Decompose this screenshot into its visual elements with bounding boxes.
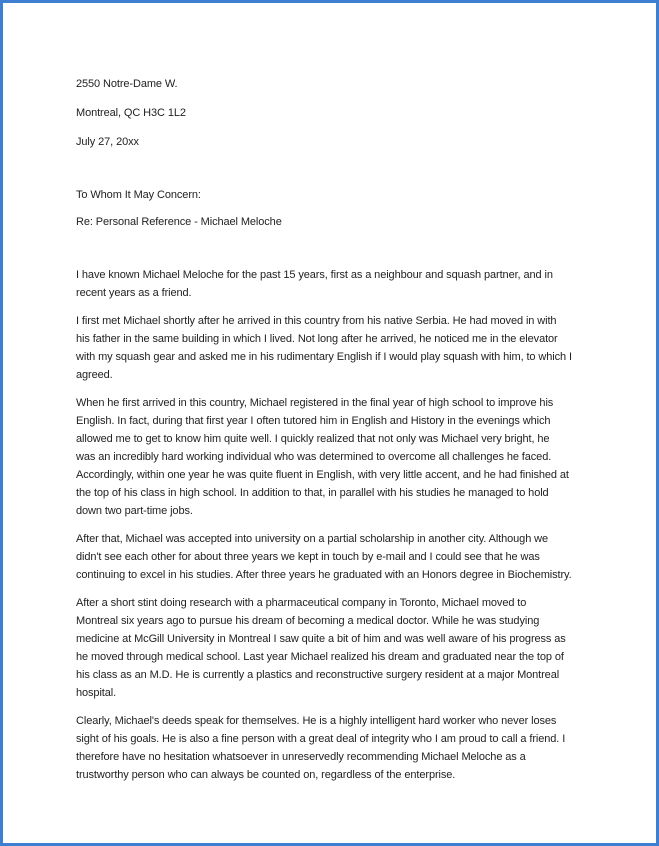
paragraph-line: was an incredibly hard working individual who was determined to overcome all challenges he faced.: [76, 451, 552, 463]
paragraph-line: hospital.: [76, 687, 117, 699]
paragraph-line: he moved through medical school. Last year Michael realized his dream and graduated near the top of: [76, 651, 564, 663]
paragraph-line: didn't see each other for about three years we kept in touch by e-mail and I could see that he was: [76, 551, 540, 563]
paragraph-line: sight of his goals. He is also a fine person with a great deal of integrity who I am proud to call a friend. I: [76, 733, 566, 745]
paragraph-3: [76, 394, 586, 520]
subject-line: Re: Personal Reference - Michael Meloche: [76, 216, 282, 228]
paragraph-line: the top of his class in high school. In addition to that, in parallel with his studies he managed to hold: [76, 487, 549, 499]
paragraph-line: Accordingly, within one year he was quite fluent in English, with very little accent, and he had finished at: [76, 469, 569, 481]
paragraph-line: trustworthy person who can always be counted on, regardless of the enterprise.: [76, 769, 456, 781]
paragraph-6: [76, 712, 586, 784]
paragraph-line: medicine at McGill University in Montreal I saw quite a bit of him and was well aware of his progress as: [76, 633, 566, 645]
salutation: To Whom It May Concern:: [76, 189, 201, 201]
paragraph-line: Montreal six years ago to pursue his dream of becoming a medical doctor. While he was studying: [76, 615, 540, 627]
paragraph-line: recent years as a friend.: [76, 287, 192, 299]
paragraph-line: agreed.: [76, 369, 113, 381]
paragraph-line: his class as an M.D. He is currently a plastics and reconstructive surgery resident at a major Montreal: [76, 669, 560, 681]
letter-date: July 27, 20xx: [76, 136, 139, 148]
paragraph-line: English. In fact, during that first year I often tutored him in English and History in the evenings which: [76, 415, 551, 427]
paragraph-4: [76, 530, 586, 584]
paragraph-line: allowed me to get to know him quite well. I quickly realized that not only was Michael very bright, he: [76, 433, 550, 445]
paragraph-line: his father in the same building in which I lived. Not long after he arrived, he noticed me in the elevator: [76, 333, 558, 345]
paragraph-1: [76, 266, 586, 302]
sender-address-line1: 2550 Notre-Dame W.: [76, 78, 178, 90]
paragraph-5: [76, 594, 586, 702]
paragraph-2: [76, 312, 586, 384]
paragraph-line: continuing to excel in his studies. After three years he graduated with an Honors degree in Biochemistry.: [76, 569, 572, 581]
paragraph-line: therefore have no hesitation whatsoever in unreservedly recommending Michael Meloche as a: [76, 751, 526, 763]
paragraph-line: After that, Michael was accepted into university on a partial scholarship in another city. Although we: [76, 533, 549, 545]
paragraph-line: I have known Michael Meloche for the past 15 years, first as a neighbour and squash partner, and in: [76, 269, 553, 281]
paragraph-line: I first met Michael shortly after he arrived in this country from his native Serbia. He had moved in with: [76, 315, 557, 327]
letter-body: [76, 266, 586, 794]
paragraph-line: When he first arrived in this country, Michael registered in the final year of high school to improve his: [76, 397, 554, 409]
paragraph-line: with my squash gear and asked me in his rudimentary English if I would play squash with him, to which I: [76, 351, 572, 363]
paragraph-line: down two part-time jobs.: [76, 505, 193, 517]
paragraph-line: Clearly, Michael's deeds speak for themselves. He is a highly intelligent hard worker who never loses: [76, 715, 557, 727]
paragraph-line: After a short stint doing research with a pharmaceutical company in Toronto, Michael moved to: [76, 597, 527, 609]
sender-address-line2: Montreal, QC H3C 1L2: [76, 107, 186, 119]
